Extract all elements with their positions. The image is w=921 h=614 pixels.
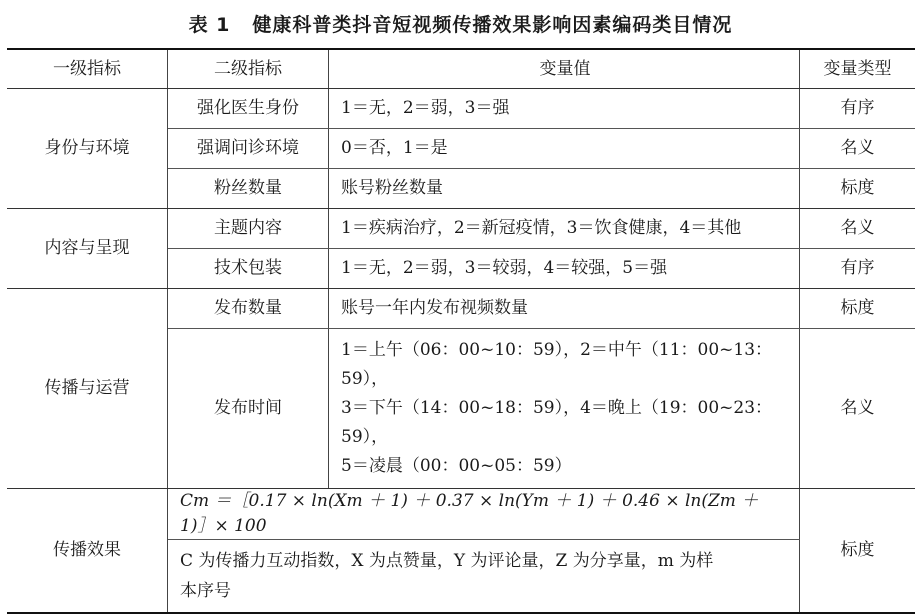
formula-description	[168, 540, 800, 614]
description-line: 本序号	[180, 581, 231, 601]
secondary-cell: 发布时间	[168, 329, 329, 489]
table-row	[7, 89, 915, 129]
table-row	[7, 489, 915, 540]
secondary-cell: 技术包装	[168, 249, 329, 289]
group-name: 身份与环境	[7, 89, 168, 209]
type-cell: 标度	[800, 169, 916, 209]
type-cell: 标度	[800, 489, 916, 614]
group-name: 内容与呈现	[7, 209, 168, 289]
secondary-cell: 主题内容	[168, 209, 329, 249]
value-cell: 1＝无，2＝弱，3＝强	[329, 89, 800, 129]
header-value: 变量值	[329, 49, 800, 89]
table-title	[0, 10, 921, 37]
value-cell: 0＝否，1＝是	[329, 129, 800, 169]
coding-table	[7, 48, 915, 614]
value-line: 1＝上午（06：00~10：59），2＝中午（11：00~13：59），	[341, 340, 773, 389]
group-name: 传播效果	[7, 489, 168, 614]
group-name: 传播与运营	[7, 289, 168, 489]
type-cell: 名义	[800, 209, 916, 249]
header-secondary: 二级指标	[168, 49, 329, 89]
type-cell: 有序	[800, 249, 916, 289]
type-cell: 名义	[800, 129, 916, 169]
value-cell: 账号粉丝数量	[329, 169, 800, 209]
secondary-cell: 发布数量	[168, 289, 329, 329]
header-type: 变量类型	[800, 49, 916, 89]
formula-cell: Cm ＝［0.17 × ln(Xm ＋ 1) ＋ 0.37 × ln(Ym ＋ 1) ＋ 0.46 × ln(Zm ＋ 1)］× 100	[168, 489, 800, 540]
table-caption: 健康科普类抖音短视频传播效果影响因素编码类目情况	[252, 14, 733, 36]
table-number: 表 1	[188, 14, 231, 36]
value-cell: 1＝无，2＝弱，3＝较弱，4＝较强，5＝强	[329, 249, 800, 289]
secondary-cell: 强化医生身份	[168, 89, 329, 129]
secondary-cell: 强调问诊环境	[168, 129, 329, 169]
type-cell: 名义	[800, 329, 916, 489]
secondary-cell: 粉丝数量	[168, 169, 329, 209]
value-line: 3＝下午（14：00~18：59），4＝晚上（19：00~23：59），	[341, 398, 773, 447]
value-line: 5＝凌晨（00：00~05：59）	[341, 456, 572, 476]
value-cell-multiline	[329, 329, 800, 489]
type-cell: 标度	[800, 289, 916, 329]
table-row	[7, 289, 915, 329]
value-cell: 账号一年内发布视频数量	[329, 289, 800, 329]
header-primary: 一级指标	[7, 49, 168, 89]
value-cell: 1＝疾病治疗，2＝新冠疫情，3＝饮食健康，4＝其他	[329, 209, 800, 249]
table-row	[7, 209, 915, 249]
type-cell: 有序	[800, 89, 916, 129]
header-row	[7, 49, 915, 89]
description-line: C 为传播力互动指数，X 为点赞量，Y 为评论量，Z 为分享量，m 为样	[180, 551, 714, 571]
